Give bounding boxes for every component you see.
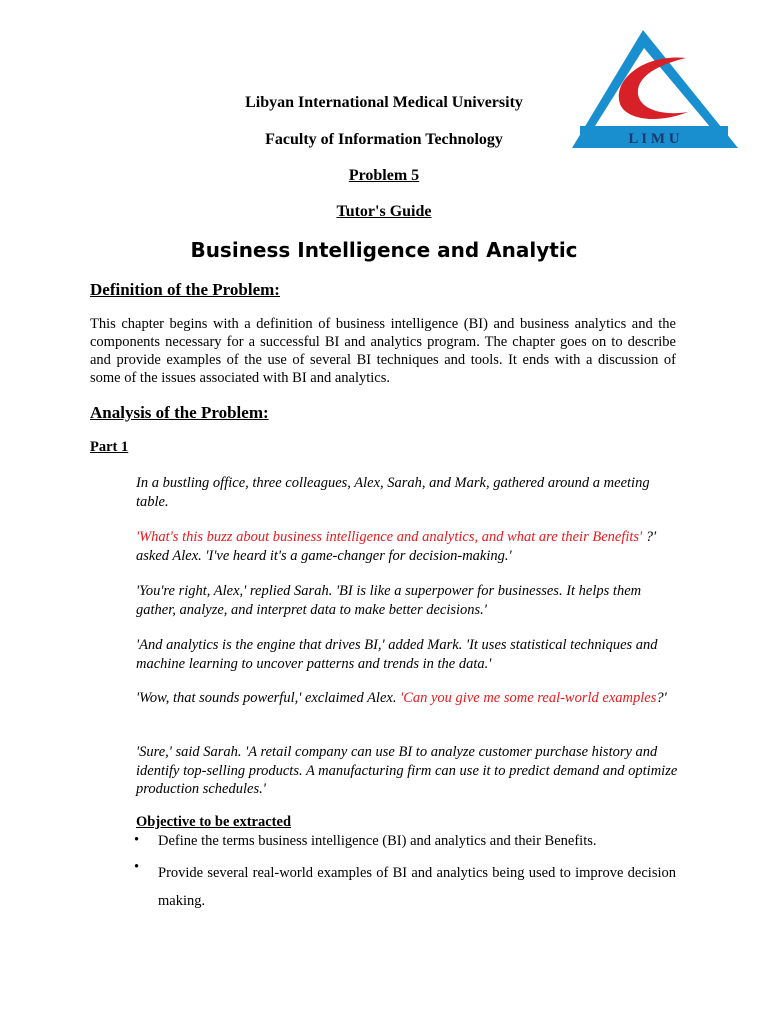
university-name: Libyan International Medical University — [245, 94, 523, 111]
story-paragraph-2 — [136, 528, 681, 565]
objective-item-1: Define the terms business intelligence (BI) and analytics and their Benefits. — [158, 833, 597, 849]
story-paragraph-5 — [136, 689, 681, 708]
story-paragraph-5-end: ?' — [656, 690, 667, 706]
part-label: Part 1 — [90, 439, 129, 455]
story-paragraph-2-rest: ?' asked Alex. 'I've heard it's a game-changer for decision-making.' — [136, 529, 657, 564]
objective-item-2: Provide several real-world examples of BI and analytics being used to improve decision making. — [158, 865, 676, 909]
story-examples-highlight: 'Can you give me some real-world examples — [400, 690, 657, 706]
problem-number-text: Problem 5 — [348, 167, 420, 184]
tutor-guide — [0, 203, 768, 221]
story-paragraph-5-start: 'Wow, that sounds powerful,' exclaimed Alex. — [136, 690, 401, 706]
definition-paragraph: This chapter begins with a definition of business intelligence (BI) and business analytics and the components necessary for a successful BI and analytics program. The chapter goes on to describe and provide examples of the use of several BI techniques and tools. It ends with a discussion of some of the issues associated with BI and analytics. — [90, 316, 676, 386]
story-paragraph-6: 'Sure,' said Sarah. 'A retail company can use BI to analyze customer purchase history and identify top-selling products. A manufacturing firm can use it to predict demand and optimize production schedules.' — [136, 744, 678, 797]
tutor-guide-text: Tutor's Guide — [336, 203, 432, 220]
page-title: Business Intelligence and Analytic — [190, 238, 578, 262]
faculty-name: Faculty of Information Technology — [265, 131, 503, 148]
bullet-icon: • — [134, 859, 140, 875]
objectives-heading: Objective to be extracted — [136, 814, 292, 830]
problem-number — [0, 167, 768, 185]
story-paragraph-1: In a bustling office, three colleagues, Alex, Sarah, and Mark, gathered around a meeting table. — [136, 475, 650, 510]
logo-text: L I M U — [628, 131, 680, 147]
story-question-highlight: 'What's this buzz about business intelligence and analytics, and what are their Benefits' — [136, 529, 646, 545]
story-paragraph-4: 'And analytics is the engine that drives BI,' added Mark. 'It uses statistical techniques and machine learning to uncover patterns and trends in the data.' — [136, 637, 658, 672]
analysis-heading: Analysis of the Problem: — [90, 403, 269, 422]
story-paragraph-3: 'You're right, Alex,' replied Sarah. 'BI is like a superpower for businesses. It helps them gather, analyze, and interpret data to make better decisions.' — [136, 583, 642, 618]
bullet-icon: • — [134, 832, 140, 848]
definition-heading: Definition of the Problem: — [90, 280, 280, 299]
